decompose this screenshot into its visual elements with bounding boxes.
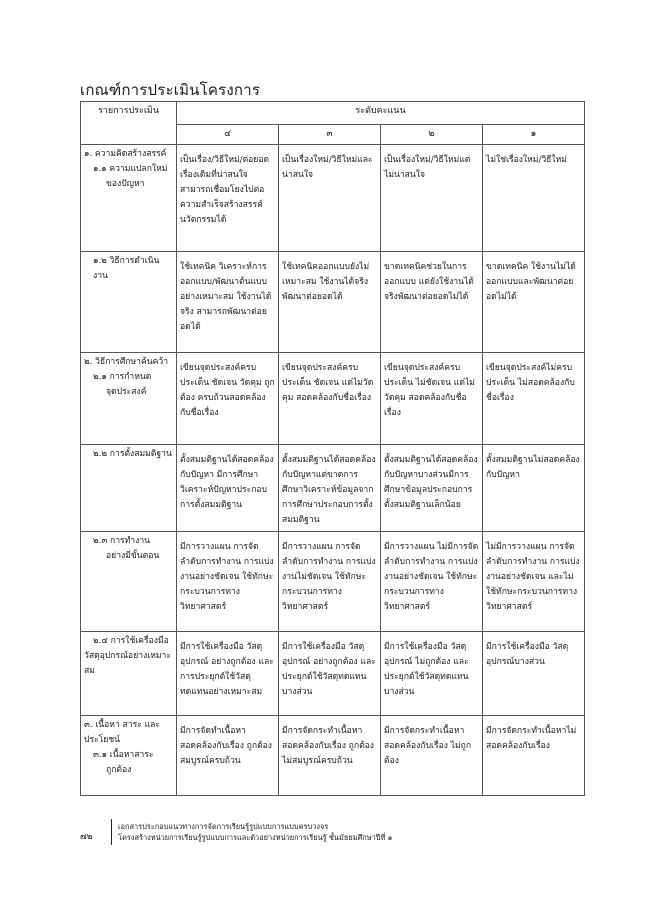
- score-text: เป็นเรื่องใหม่/วิธีใหม่แต่ไม่น่าสนใจ: [384, 155, 471, 180]
- criterion-sub: ๑.๑ ความแปลกใหม่: [93, 164, 168, 174]
- criterion-cell: [81, 716, 177, 796]
- score-cell: [177, 716, 279, 796]
- footer-text: [118, 821, 392, 843]
- page-number: ๗๒: [80, 832, 93, 842]
- criterion-sub-continued: ของปัญหา: [106, 179, 145, 189]
- score-cell: [279, 145, 381, 252]
- score-text: ขาดเทคนิคช่วยในการออกแบบ แต่ยังใช้งานได้จริงพัฒนาต่อยอดไม่ได้: [384, 262, 474, 302]
- score-cell: [483, 632, 585, 716]
- score-cell: [177, 252, 279, 353]
- footer-line-2: โครงสร้างหน่วยการเรียนรู้รูปแบบการและตัวอย่างหน่วยการเรียนรู้ ชั้นมัธยมศึกษาปีที่ ๑: [118, 833, 393, 842]
- score-text: มีการจัดกระทำเนื้อหาสอดคล้องกับเรื่อง ถูกต้อง ไม่สมบูรณ์ครบถ้วน: [282, 726, 375, 766]
- rubric-table: [80, 101, 585, 796]
- score-cell: [279, 716, 381, 796]
- criterion-main: ๒. วิธีการศึกษาค้นคว้า: [84, 357, 169, 367]
- score-text: เป็นเรื่อง/วิธีใหม่/ต่อยอดเรื่องเดิมที่น่าสนใจ สามารถเชื่อมโยงไปต่อความสำเร็จสร้างสรรค์นวัตกรรมได้: [180, 155, 270, 225]
- score-text: มีการวางแผน การจัดลำดับการทำงาน การแบ่งงานไม่ชัดเจน ใช้ทักษะกระบวนการทางวิทยาศาสตร์: [282, 542, 376, 612]
- table-row: [81, 445, 585, 532]
- criterion-main: ๓. เนื้อหา สาระ และประโยชน์: [84, 720, 160, 745]
- level-header: ระดับคะแนน: [177, 102, 585, 125]
- score-cell: [381, 445, 483, 532]
- criterion-sub-continued: จุดประสงค์: [106, 387, 147, 397]
- criterion-sub: ๒.๔ การใช้เครื่องมือ: [93, 636, 169, 646]
- table-row: [81, 716, 585, 796]
- criterion-sub-continued: ถูกต้อง: [106, 765, 132, 775]
- score-text: เขียนจุดประสงค์ไม่ครบประเด็น ไม่สอดคล้องกับชื่อเรื่อง: [486, 363, 575, 403]
- score-text: มีการใช้เครื่องมือ วัสดุอุปกรณ์ อย่างถูกต้อง และการประยุกต์ใช้วัสดุทดแทนอย่างเหมาะสม: [180, 642, 274, 697]
- criterion-sub: ๓.๑ เนื้อหาสาระ: [93, 750, 154, 760]
- criterion-cell: [81, 632, 177, 716]
- criterion-sub: ๒.๑ การกำหนด: [93, 372, 152, 382]
- score-text: ขาดเทคนิค ใช้งานไม่ได้ ออกแบบและพัฒนาต่อยอดไม่ได้: [486, 262, 576, 302]
- score-cell: [483, 145, 585, 252]
- table-row: [81, 632, 585, 716]
- score-text: ตั้งสมมติฐานได้สอดคล้องกับปัญหา มีการศึกษาวิเคราะห์ปัญหาประกอบการตั้งสมมติฐาน: [180, 455, 274, 510]
- score-text: มีการวางแผน ไม่มีการจัดลำดับการทำงาน การแบ่งงานอย่างชัดเจน ใช้ทักษะกระบวนการทางวิทยาศาสตร์: [384, 542, 479, 612]
- score-cell: [483, 445, 585, 532]
- table-row: [81, 252, 585, 353]
- score-text: มีการจัดกระทำเนื้อหาไม่สอดคล้องกับเรื่อง: [486, 726, 577, 751]
- score-cell: [177, 632, 279, 716]
- criterion-cell: [81, 145, 177, 252]
- score-cell: [177, 353, 279, 445]
- page-title: เกณฑ์การประเมินโครงการ: [80, 81, 261, 99]
- score-text: มีการจัดทำเนื้อหาสอดคล้องกับเรื่อง ถูกต้อง สมบูรณ์ครบถ้วน: [180, 726, 273, 766]
- criterion-cell: [81, 532, 177, 632]
- score-cell: [279, 252, 381, 353]
- criterion-sub: ๒.๒ การตั้งสมมติฐาน: [93, 449, 172, 459]
- level-2-header: ๒: [381, 125, 483, 145]
- level-4-header: ๔: [177, 125, 279, 145]
- criterion-main: ๑. ความคิดสร้างสรรค์: [84, 149, 167, 159]
- score-text: ตั้งสมมติฐานไม่สอดคล้องกับปัญหา: [486, 455, 580, 480]
- criterion-sub: ๒.๓ การทำงาน: [93, 536, 151, 546]
- table-row: [81, 532, 585, 632]
- score-text: เขียนจุดประสงค์ครบประเด็น ไม่ชัดเจน แต่ไม่วัดคุม สอดคล้องกับชื่อเรื่อง: [384, 363, 475, 418]
- score-text: เขียนจุดประสงค์ครบประเด็น ชัดเจน แต่ไม่วัดคุม สอดคล้องกับชื่อเรื่อง: [282, 363, 374, 403]
- score-cell: [381, 353, 483, 445]
- score-text: ใช้เทคนิค วิเคราะห์การออกแบบ/พัฒนาต้นแบบอย่างเหมาะสม ใช้งานได้จริง สามารถพัฒนาต่อยอดได้: [180, 262, 272, 332]
- score-cell: [381, 145, 483, 252]
- score-cell: [279, 632, 381, 716]
- criterion-cell: [81, 252, 177, 353]
- score-cell: [381, 632, 483, 716]
- score-text: ตั้งสมมติฐานได้สอดคล้องกับปัญหาแต่ขาดการศึกษาวิเคราะห์ข้อมูลจากการศึกษาประกอบการตั้งสมมติฐาน: [282, 455, 376, 525]
- criterion-cell: [81, 445, 177, 532]
- score-text: มีการใช้เครื่องมือ วัสดุอุปกรณ์บางส่วน: [486, 642, 569, 667]
- footer-divider: [111, 819, 112, 845]
- criterion-sub: ๑.๒ วิธีการดำเนินงาน: [93, 256, 160, 281]
- score-cell: [483, 353, 585, 445]
- score-cell: [177, 532, 279, 632]
- criteria-header: รายการประเมิน: [81, 102, 177, 145]
- score-text: มีการวางแผน การจัดลำดับการทำงาน การแบ่งงานอย่างชัดเจน ใช้ทักษะกระบวนการทางวิทยาศาสตร์: [180, 542, 274, 612]
- score-cell: [381, 716, 483, 796]
- score-cell: [483, 252, 585, 353]
- score-text: ไม่ใช่เรื่องใหม่/วิธีใหม่: [486, 155, 567, 165]
- table-row: [81, 353, 585, 445]
- score-cell: [381, 532, 483, 632]
- level-3-header: ๓: [279, 125, 381, 145]
- score-text: มีการจัดกระทำเนื้อหาสอดคล้องกับเรื่อง ไม่ถูกต้อง: [384, 726, 472, 766]
- score-cell: [279, 445, 381, 532]
- criterion-cell: [81, 353, 177, 445]
- score-text: ตั้งสมมติฐานได้สอดคล้องกับปัญหาบางส่วนมีการศึกษาข้อมูลประกอบการตั้งสมมติฐานเล็กน้อย: [384, 455, 478, 510]
- score-cell: [177, 145, 279, 252]
- score-text: ใช้เทคนิคออกแบบยังไม่เหมาะสม ใช้งานได้จริง พัฒนาต่อยอดได้: [282, 262, 370, 302]
- score-text: เป็นเรื่องใหม่/วิธีใหม่และน่าสนใจ: [282, 155, 373, 180]
- criterion-sub-continued: อย่างมีขั้นตอน: [106, 551, 160, 561]
- score-cell: [279, 532, 381, 632]
- score-text: มีการใช้เครื่องมือ วัสดุอุปกรณ์ อย่างถูกต้อง และประยุกต์ใช้วัสดุทดแทนบางส่วน: [282, 642, 376, 697]
- score-text: ไม่มีการวางแผน การจัดลำดับการทำงาน การแบ่งงานอย่างชัดเจน และไม่ใช้ทักษะกระบวนการทางวิทยาศาสตร์: [486, 542, 580, 612]
- table-row: [81, 145, 585, 252]
- score-cell: [177, 445, 279, 532]
- criterion-sub-continued: วัสดุอุปกรณ์อย่างเหมาะสม: [84, 651, 171, 676]
- score-text: มีการใช้เครื่องมือ วัสดุอุปกรณ์ ไม่ถูกต้อง และประยุกต์ใช้วัสดุทดแทนบางส่วน: [384, 642, 469, 697]
- score-cell: [483, 532, 585, 632]
- score-cell: [279, 353, 381, 445]
- score-cell: [483, 716, 585, 796]
- score-cell: [381, 252, 483, 353]
- footer-line-1: เอกสารประกอบแนวทางการจัดการเรียนรู้รูปแบบการแบบครบวงจร: [118, 822, 329, 831]
- level-1-header: ๑: [483, 125, 585, 145]
- score-text: เขียนจุดประสงค์ครบประเด็น ชัดเจน วัดคุม ถูกต้อง ครบถ้วนสอดคล้องกับชื่อเรื่อง: [180, 363, 275, 418]
